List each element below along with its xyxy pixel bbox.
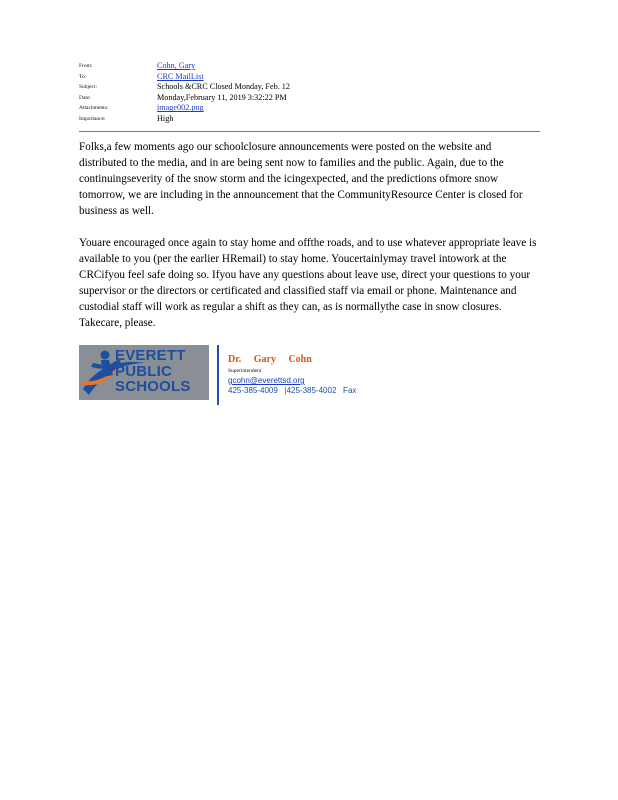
logo-wordmark bbox=[115, 348, 191, 395]
signature-email-link[interactable]: gcohn@everettsd.org bbox=[228, 376, 305, 385]
everett-public-schools-logo bbox=[79, 345, 209, 400]
to-link[interactable]: CRC MailList bbox=[157, 71, 204, 81]
attachments-label: Attachments: bbox=[79, 105, 109, 112]
body-paragraph-2: Youare encouraged once again to stay home and offthe roads, and to use whatever appropriate leave is available to you (per the earlier HRemail) to stay home. Youcertainlymay travel intowork at the CRCifyou feel safe doing so. Ifyou have any questions about leave use, direct your questions to your supervisor or the directors or certificated and classified staff via email or phone. Maintenance and custodial staff will work as regular a shift as they can, as is normallythe case in snow closures. Takecare, please. bbox=[79, 237, 537, 329]
from-row bbox=[79, 61, 549, 72]
date-value: Monday,February 11, 2019 3:32:22 PM bbox=[157, 92, 287, 102]
header-divider bbox=[79, 131, 540, 132]
body-paragraph-1: Folks,a few moments ago our schoolclosure announcements were posted on the website and distributed to the media, and in are being sent now to families and the public. Again, due to the continuingseverity of the snow storm and the icingexpected, and the predictions ofmore snow tomorrow, we are including in the announcement that the CommunityResource Center is closed for business as well. bbox=[79, 141, 523, 217]
email-header bbox=[79, 61, 549, 125]
subject-value: Schools &CRC Closed Monday, Feb. 12 bbox=[157, 82, 290, 92]
logo-line-2: PUBLIC bbox=[115, 362, 173, 380]
logo-line-1: EVERETT bbox=[115, 347, 186, 364]
signature-divider bbox=[217, 345, 219, 405]
from-label: From: bbox=[79, 63, 93, 69]
date-row bbox=[79, 93, 549, 104]
to-label: To: bbox=[79, 73, 87, 80]
signature-phone: 425-385-4009 |425-385-4002 Fax bbox=[228, 386, 357, 395]
date-label: Date: bbox=[79, 94, 91, 101]
email-body bbox=[79, 139, 541, 347]
importance-label: Importance: bbox=[79, 115, 106, 122]
signature-title: Superintendent bbox=[228, 368, 262, 374]
signature-name: Dr. Gary Cohn bbox=[228, 354, 312, 365]
attachment-link[interactable]: image002.png bbox=[157, 103, 204, 113]
importance-value: High bbox=[157, 113, 174, 123]
attachments-row bbox=[79, 103, 549, 114]
subject-row bbox=[79, 82, 549, 93]
email-signature bbox=[79, 345, 399, 405]
logo-line-3: SCHOOLS bbox=[115, 378, 191, 396]
importance-row bbox=[79, 114, 549, 125]
from-link[interactable]: Cohn, Gary bbox=[157, 61, 196, 70]
subject-label: Subject: bbox=[79, 84, 98, 91]
to-row bbox=[79, 72, 549, 83]
